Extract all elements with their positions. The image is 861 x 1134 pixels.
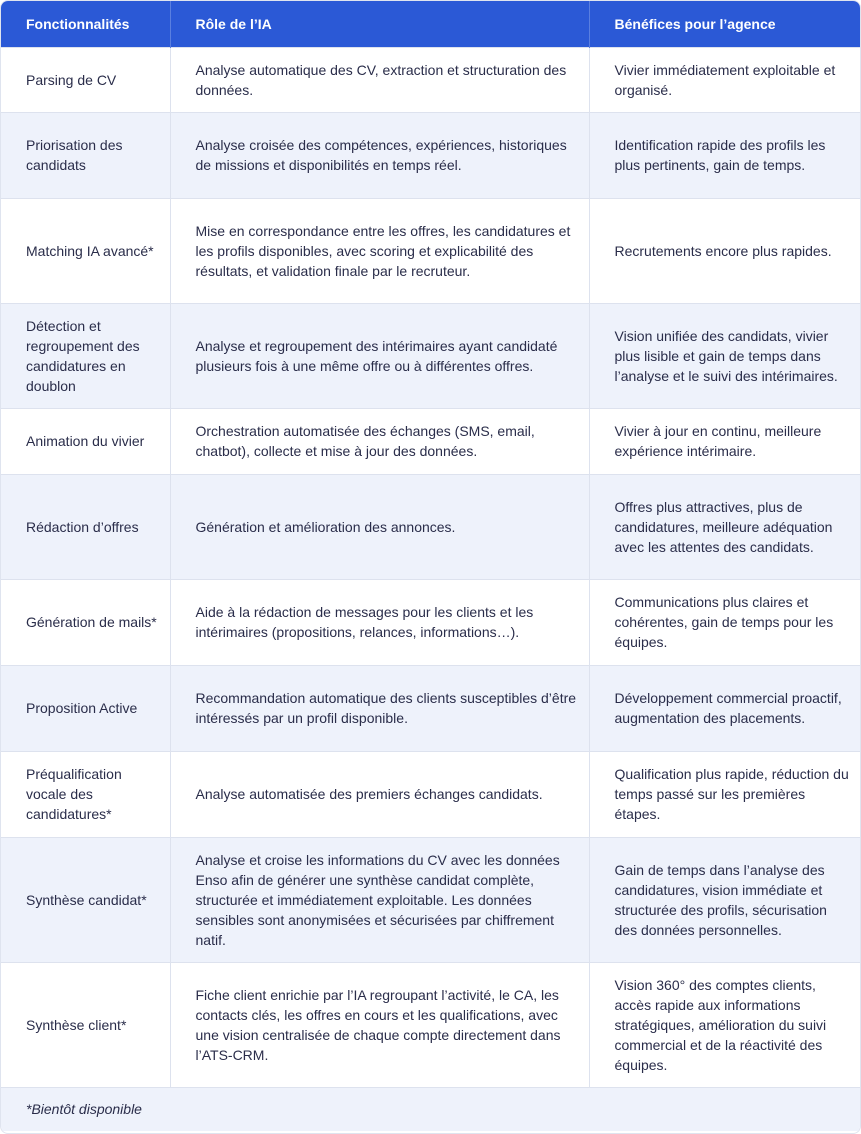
cell-benefit: Vivier à jour en continu, meilleure expérience intérimaire. bbox=[589, 408, 860, 474]
cell-benefit: Vision 360° des comptes clients, accès rapide aux informations stratégiques, amélioration du suivi commercial et de la réactivité des équipes. bbox=[589, 962, 860, 1087]
cell-feature: Parsing de CV bbox=[1, 47, 170, 112]
cell-role: Recommandation automatique des clients susceptibles d’être intéressés par un profil disponible. bbox=[170, 665, 589, 751]
cell-role: Génération et amélioration des annonces. bbox=[170, 474, 589, 579]
cell-benefit: Développement commercial proactif, augmentation des placements. bbox=[589, 665, 860, 751]
header-agency-benefits: Bénéfices pour l’agence bbox=[589, 1, 860, 47]
cell-benefit: Recrutements encore plus rapides. bbox=[589, 198, 860, 303]
cell-benefit: Qualification plus rapide, réduction du temps passé sur les premières étapes. bbox=[589, 751, 860, 837]
header-ai-role: Rôle de l’IA bbox=[170, 1, 589, 47]
table-row bbox=[1, 408, 860, 474]
cell-benefit: Offres plus attractives, plus de candidatures, meilleure adéquation avec les attentes des candidats. bbox=[589, 474, 860, 579]
cell-role: Analyse automatisée des premiers échanges candidats. bbox=[170, 751, 589, 837]
cell-feature: Matching IA avancé* bbox=[1, 198, 170, 303]
cell-role: Mise en correspondance entre les offres, les candidatures et les profils disponibles, avec scoring et explicabilité des résultats, et validation finale par le recruteur. bbox=[170, 198, 589, 303]
cell-role: Analyse et regroupement des intérimaires ayant candidaté plusieurs fois à une même offre ou à différentes offres. bbox=[170, 303, 589, 408]
cell-role: Orchestration automatisée des échanges (SMS, email, chatbot), collecte et mise à jour des données. bbox=[170, 408, 589, 474]
header-row bbox=[1, 1, 860, 47]
cell-feature: Rédaction d’offres bbox=[1, 474, 170, 579]
cell-feature: Synthèse client* bbox=[1, 962, 170, 1087]
cell-benefit: Gain de temps dans l’analyse des candidatures, vision immédiate et structurée des profils, sécurisation des données personnelles. bbox=[589, 837, 860, 962]
cell-benefit: Communications plus claires et cohérentes, gain de temps pour les équipes. bbox=[589, 579, 860, 665]
table-row bbox=[1, 579, 860, 665]
features-table bbox=[1, 1, 860, 1131]
cell-role: Fiche client enrichie par l’IA regroupant l’activité, le CA, les contacts clés, les offres en cours et les qualifications, avec une vision centralisée de chaque compte directement dans l’ATS-CRM. bbox=[170, 962, 589, 1087]
table-row bbox=[1, 198, 860, 303]
table-row bbox=[1, 837, 860, 962]
cell-feature: Génération de mails* bbox=[1, 579, 170, 665]
table-row bbox=[1, 665, 860, 751]
cell-benefit: Identification rapide des profils les plus pertinents, gain de temps. bbox=[589, 112, 860, 198]
footnote: *Bientôt disponible bbox=[1, 1087, 860, 1131]
cell-feature: Détection et regroupement des candidatures en doublon bbox=[1, 303, 170, 408]
table-row bbox=[1, 303, 860, 408]
cell-benefit: Vision unifiée des candidats, vivier plus lisible et gain de temps dans l’analyse et le suivi des intérimaires. bbox=[589, 303, 860, 408]
cell-role: Aide à la rédaction de messages pour les clients et les intérimaires (propositions, relances, informations…). bbox=[170, 579, 589, 665]
cell-role: Analyse croisée des compétences, expériences, historiques de missions et disponibilités en temps réel. bbox=[170, 112, 589, 198]
table-row bbox=[1, 112, 860, 198]
footnote-row bbox=[1, 1087, 860, 1131]
cell-role: Analyse automatique des CV, extraction et structuration des données. bbox=[170, 47, 589, 112]
table-row bbox=[1, 47, 860, 112]
header-features: Fonctionnalités bbox=[1, 1, 170, 47]
table-row bbox=[1, 474, 860, 579]
cell-feature: Animation du vivier bbox=[1, 408, 170, 474]
cell-feature: Priorisation des candidats bbox=[1, 112, 170, 198]
cell-feature: Proposition Active bbox=[1, 665, 170, 751]
cell-role: Analyse et croise les informations du CV avec les données Enso afin de générer une synthèse candidat complète, structurée et immédiatement exploitable. Les données sensibles sont anonymisées et sécurisées par chiffrement natif. bbox=[170, 837, 589, 962]
table-row bbox=[1, 962, 860, 1087]
table-header bbox=[1, 1, 860, 47]
cell-feature: Synthèse candidat* bbox=[1, 837, 170, 962]
cell-feature: Préqualification vocale des candidatures* bbox=[1, 751, 170, 837]
cell-benefit: Vivier immédiatement exploitable et organisé. bbox=[589, 47, 860, 112]
table-body bbox=[1, 47, 860, 1131]
table-row bbox=[1, 751, 860, 837]
